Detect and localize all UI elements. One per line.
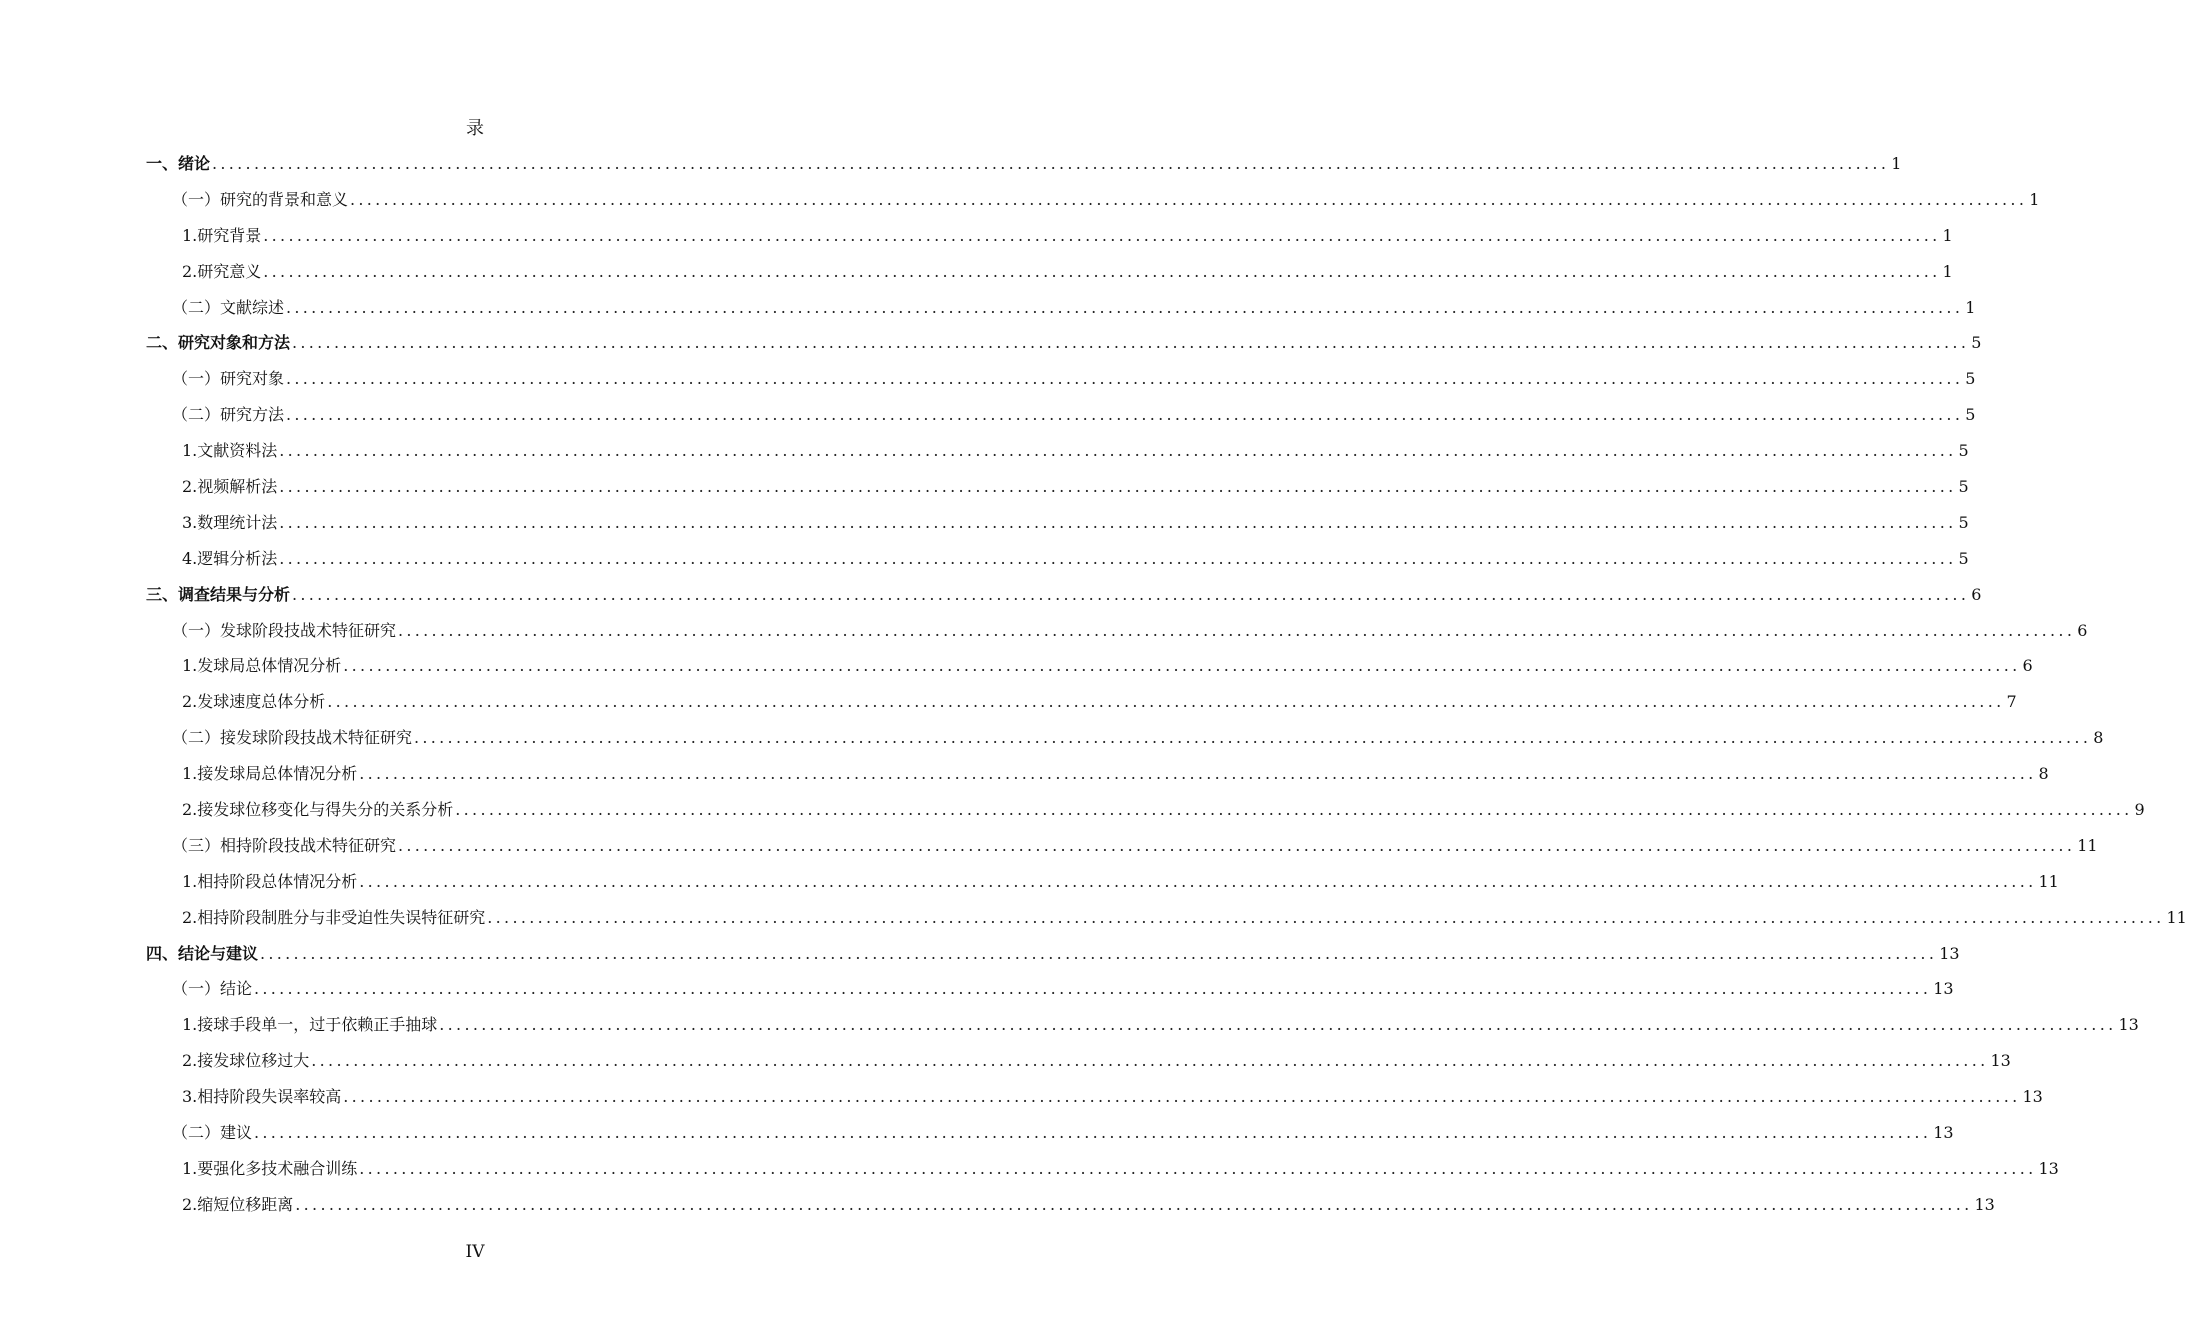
toc-leader-dots: ........................................................................................................................................................................................................ (439, 1015, 2117, 1035)
toc-entry-label: （一）发球阶段技战术特征研究 (172, 620, 397, 640)
toc-leader-dots: ........................................................................................................................................................................................................ (343, 656, 2021, 676)
toc-entry[interactable] (146, 1043, 2011, 1079)
toc-entry-label: 1.接球手段单一，过于依赖正手抽球 (182, 1015, 438, 1035)
toc-leader-dots: ........................................................................................................................................................................................................ (343, 1087, 2021, 1107)
toc-entry-label: （二）接发球阶段技战术特征研究 (172, 728, 413, 748)
toc-entry-label: （一）结论 (172, 979, 253, 999)
toc-entry[interactable] (146, 1007, 2139, 1043)
toc-leader-dots: ........................................................................................................................................................................................................ (279, 441, 1957, 461)
toc-entry-page-number: 7 (2006, 692, 2017, 712)
toc-entry-label: 3.数理统计法 (182, 512, 278, 532)
toc-entry-label: 三、调查结果与分析 (146, 584, 291, 604)
toc-leader-dots: ........................................................................................................................................................................................................ (350, 189, 2028, 209)
toc-entry-page-number: 1 (1891, 154, 1902, 173)
toc-entry[interactable] (146, 971, 1954, 1007)
toc-entry-page-number: 11 (2166, 907, 2187, 927)
toc-leader-dots: ........................................................................................................................................................................................................ (455, 800, 2133, 820)
toc-leader-dots: ........................................................................................................................................................................................................ (414, 728, 2092, 748)
toc-entry-page-number: 13 (1933, 979, 1954, 999)
toc-entry-label: 1.文献资料法 (182, 441, 278, 461)
toc-entry-page-number: 6 (2022, 656, 2033, 676)
toc-entry-page-number: 6 (2077, 620, 2088, 640)
toc-leader-dots: ........................................................................................................................................................................................................ (359, 764, 2037, 784)
toc-entry-page-number: 13 (1990, 1051, 2011, 1071)
toc-leader-dots: ........................................................................................................................................................................................................ (212, 154, 1890, 173)
toc-entry-page-number: 1 (1942, 261, 1953, 281)
toc-entry-page-number: 5 (1965, 369, 1976, 389)
toc-entry-page-number: 8 (2093, 728, 2104, 748)
toc-entry-page-number: 13 (1939, 943, 1960, 963)
toc-entry[interactable] (146, 505, 1969, 541)
toc-entry-label: 1.相持阶段总体情况分析 (182, 871, 358, 891)
toc-entry-label: 二、研究对象和方法 (146, 333, 291, 353)
toc-entry[interactable] (146, 541, 1969, 577)
toc-leader-dots: ........................................................................................................................................................................................................ (254, 1123, 1932, 1143)
toc-entry[interactable] (146, 684, 2017, 720)
toc-leader-dots: ........................................................................................................................................................................................................ (279, 512, 1957, 532)
toc-entry-page-number: 6 (1971, 584, 1982, 604)
toc-leader-dots: ........................................................................................................................................................................................................ (286, 369, 1964, 389)
toc-leader-dots: ........................................................................................................................................................................................................ (292, 584, 1970, 604)
toc-entry[interactable] (146, 433, 1969, 469)
toc-entry[interactable] (146, 1151, 2059, 1187)
toc-entry-label: 3.相持阶段失误率较高 (182, 1087, 342, 1107)
toc-leader-dots: ........................................................................................................................................................................................................ (311, 1051, 1989, 1071)
toc-entry-label: 一、绪论 (146, 154, 211, 173)
toc-entry-label: 1.发球局总体情况分析 (182, 656, 342, 676)
toc-leader-dots: ........................................................................................................................................................................................................ (286, 405, 1964, 425)
toc-entry[interactable] (146, 577, 1982, 613)
toc-entry-page-number: 13 (2038, 1158, 2059, 1178)
toc-leader-dots: ........................................................................................................................................................................................................ (263, 225, 1941, 245)
toc-entry-label: 1.要强化多技术融合训练 (182, 1158, 358, 1178)
toc-entry[interactable] (146, 1187, 1995, 1223)
toc-leader-dots: ........................................................................................................................................................................................................ (260, 943, 1938, 963)
toc-entry[interactable] (146, 325, 1982, 361)
toc-entry-label: 2.相持阶段制胜分与非受迫性失误特征研究 (182, 907, 486, 927)
toc-entry-page-number: 13 (2022, 1087, 2043, 1107)
toc-entry[interactable] (146, 828, 2098, 864)
toc-entry[interactable] (146, 756, 2049, 792)
toc-entry-label: 2.视频解析法 (182, 477, 278, 497)
toc-entry-page-number: 5 (1958, 441, 1969, 461)
toc-entry-page-number: 9 (2134, 800, 2145, 820)
toc-entry-label: 4.逻辑分析法 (182, 548, 278, 568)
toc-entry[interactable] (146, 397, 1976, 433)
toc-entry[interactable] (146, 218, 1953, 254)
toc-entry-label: （二）建议 (172, 1123, 253, 1143)
toc-entry[interactable] (146, 146, 1902, 182)
toc-entry-label: 2.缩短位移距离 (182, 1194, 294, 1214)
toc-entry-label: （二）文献综述 (172, 297, 285, 317)
toc-entry-label: 四、结论与建议 (146, 943, 259, 963)
toc-leader-dots: ........................................................................................................................................................................................................ (487, 907, 2165, 927)
toc-entry-label: （二）研究方法 (172, 405, 285, 425)
toc-entry[interactable] (146, 254, 1953, 290)
toc-entry-page-number: 1 (2029, 189, 2040, 209)
toc-entry[interactable] (146, 864, 2059, 900)
toc-leader-dots: ........................................................................................................................................................................................................ (279, 477, 1957, 497)
toc-entry[interactable] (146, 1115, 1954, 1151)
toc-title: 录 (466, 118, 484, 139)
toc-entry-page-number: 11 (2077, 835, 2098, 855)
toc-entry-page-number: 11 (2038, 871, 2059, 891)
toc-entry-page-number: 5 (1958, 477, 1969, 497)
table-of-contents (146, 146, 2187, 1223)
toc-entry[interactable] (146, 792, 2145, 828)
toc-entry-page-number: 8 (2038, 764, 2049, 784)
toc-entry-page-number: 5 (1958, 548, 1969, 568)
toc-entry-label: 1.接发球局总体情况分析 (182, 764, 358, 784)
toc-entry[interactable] (146, 290, 1976, 326)
toc-entry[interactable] (146, 361, 1976, 397)
page-number: IV (465, 1242, 485, 1262)
toc-entry-label: 2.研究意义 (182, 261, 262, 281)
toc-entry[interactable] (146, 720, 2104, 756)
toc-entry[interactable] (146, 648, 2033, 684)
toc-entry[interactable] (146, 1079, 2043, 1115)
toc-entry-label: （一）研究对象 (172, 369, 285, 389)
toc-entry-page-number: 13 (1933, 1123, 1954, 1143)
toc-entry-label: （一）研究的背景和意义 (172, 189, 349, 209)
toc-entry-page-number: 5 (1965, 405, 1976, 425)
toc-entry-label: 2.发球速度总体分析 (182, 692, 326, 712)
toc-entry-label: （三）相持阶段技战术特征研究 (172, 835, 397, 855)
toc-leader-dots: ........................................................................................................................................................................................................ (359, 1158, 2037, 1178)
toc-entry-page-number: 13 (2118, 1015, 2139, 1035)
toc-entry[interactable] (146, 182, 2040, 218)
toc-entry-page-number: 5 (1971, 333, 1982, 353)
toc-leader-dots: ........................................................................................................................................................................................................ (263, 261, 1941, 281)
toc-leader-dots: ........................................................................................................................................................................................................ (295, 1194, 1973, 1214)
toc-entry-page-number: 1 (1942, 225, 1953, 245)
toc-leader-dots: ........................................................................................................................................................................................................ (398, 620, 2076, 640)
toc-entry[interactable] (146, 613, 2088, 649)
toc-entry-page-number: 1 (1965, 297, 1976, 317)
toc-entry[interactable] (146, 900, 2187, 936)
toc-leader-dots: ........................................................................................................................................................................................................ (254, 979, 1932, 999)
toc-entry-label: 2.接发球位移过大 (182, 1051, 310, 1071)
toc-entry-label: 1.研究背景 (182, 225, 262, 245)
toc-entry[interactable] (146, 469, 1969, 505)
toc-leader-dots: ........................................................................................................................................................................................................ (292, 333, 1970, 353)
toc-entry-label: 2.接发球位移变化与得失分的关系分析 (182, 800, 454, 820)
toc-entry-page-number: 13 (1974, 1194, 1995, 1214)
toc-leader-dots: ........................................................................................................................................................................................................ (327, 692, 2005, 712)
toc-leader-dots: ........................................................................................................................................................................................................ (359, 871, 2037, 891)
toc-entry[interactable] (146, 936, 1960, 972)
toc-leader-dots: ........................................................................................................................................................................................................ (398, 835, 2076, 855)
toc-leader-dots: ........................................................................................................................................................................................................ (279, 548, 1957, 568)
toc-entry-page-number: 5 (1958, 512, 1969, 532)
toc-leader-dots: ........................................................................................................................................................................................................ (286, 297, 1964, 317)
